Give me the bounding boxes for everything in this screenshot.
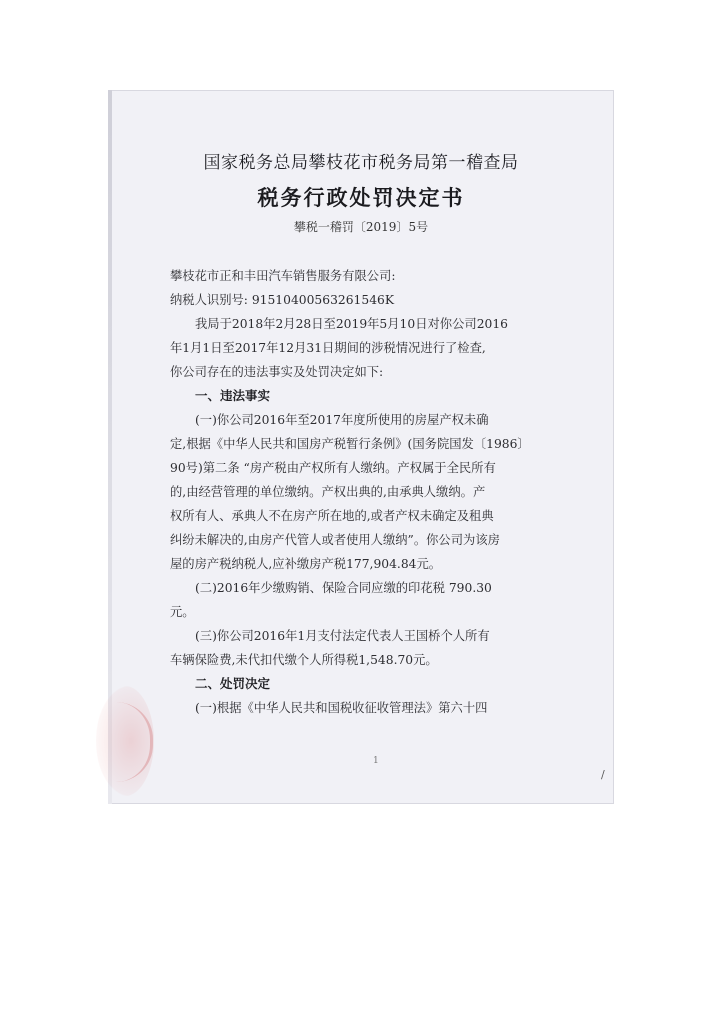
- issuing-organization: 国家税务总局攀枝花市税务局第一稽查局: [203, 153, 519, 173]
- body-text-line: 90号)第二条 “房产税由产权所有人缴纳。产权属于全民所有: [170, 461, 496, 475]
- scanned-page: [108, 90, 614, 804]
- document-body: [170, 264, 588, 720]
- body-text-line: 攀枝花市正和丰田汽车销售服务有限公司:: [170, 269, 396, 283]
- margin-mark: /: [601, 768, 605, 781]
- body-text-line: 年1月1日至2017年12月31日期间的涉税情况进行了检查,: [170, 341, 486, 355]
- body-text-line: 纠纷未解决的,由房产代管人或者使用人缴纳”。你公司为该房: [170, 533, 500, 547]
- section-heading: 一、违法事实: [195, 388, 271, 403]
- body-text-line: 纳税人识别号: 91510400563261546K: [170, 293, 395, 307]
- body-text-line: 定,根据《中华人民共和国房产税暂行条例》(国务院国发〔1986〕: [170, 437, 530, 451]
- body-text-line: 的,由经营管理的单位缴纳。产权出典的,由承典人缴纳。产: [170, 485, 486, 499]
- body-text-line: (二)2016年少缴购销、保险合同应缴的印花税 790.30: [195, 581, 492, 595]
- body-text-line: (一)你公司2016年至2017年度所使用的房屋产权未确: [195, 413, 489, 427]
- page-number: 1: [373, 756, 379, 766]
- body-text-line: 车辆保险费,未代扣代缴个人所得税1,548.70元。: [170, 653, 438, 667]
- body-text-line: 屋的房产税纳税人,应补缴房产税177,904.84元。: [170, 557, 442, 571]
- body-text-line: 权所有人、承典人不在房产所在地的,或者产权未确定及租典: [170, 509, 494, 523]
- document-title: 税务行政处罚决定书: [257, 186, 465, 210]
- body-text-line: (三)你公司2016年1月支付法定代表人王国桥个人所有: [195, 629, 490, 643]
- body-text-line: 元。: [170, 605, 195, 619]
- section-heading: 二、处罚决定: [195, 676, 271, 691]
- body-text-line: 我局于2018年2月28日至2019年5月10日对你公司2016: [195, 317, 508, 331]
- document-number: 攀税一稽罚〔2019〕5号: [293, 220, 429, 234]
- body-text-line: 你公司存在的违法事实及处罚决定如下:: [170, 365, 384, 379]
- body-text-line: (一)根据《中华人民共和国税收征收管理法》第六十四: [195, 701, 488, 715]
